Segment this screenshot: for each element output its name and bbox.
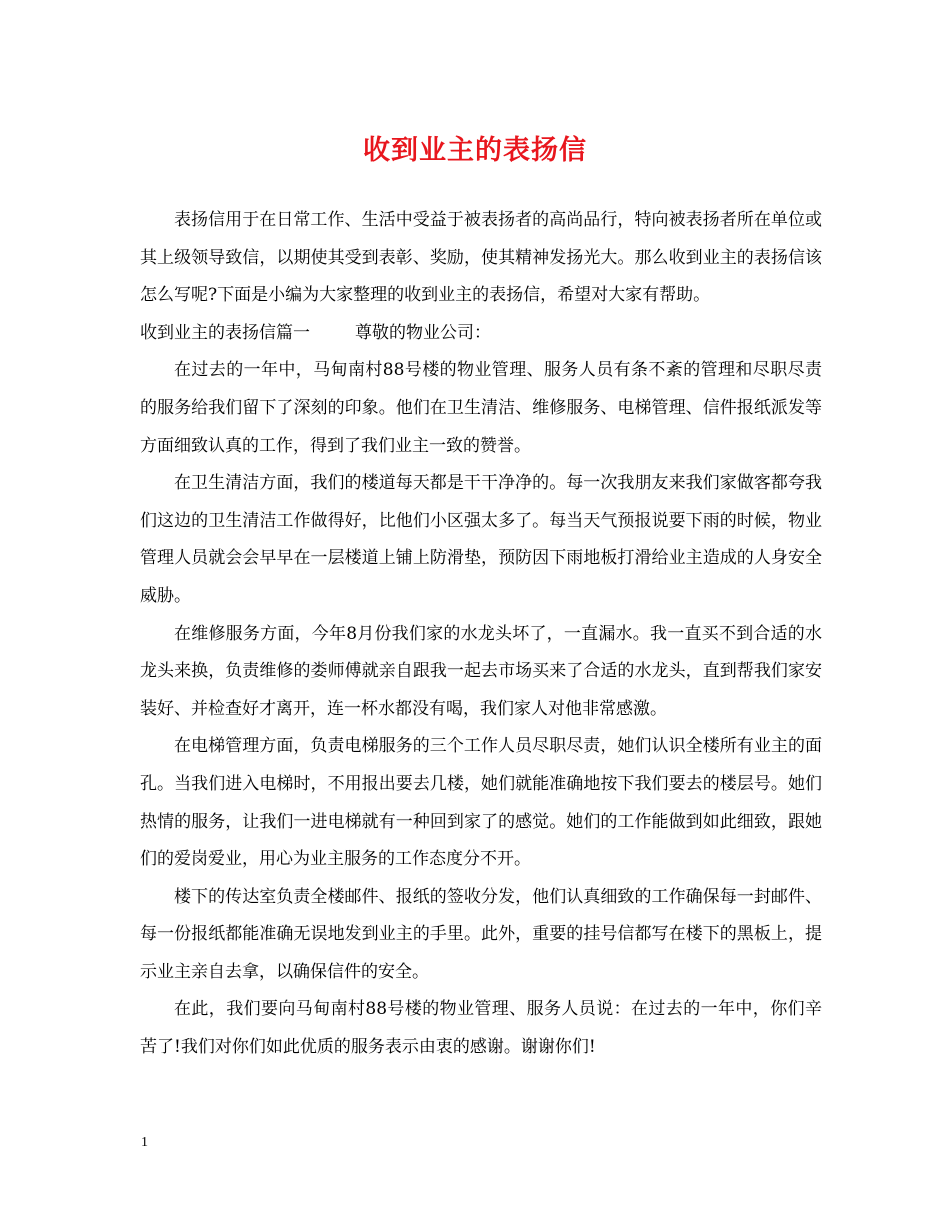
body-paragraph: 在维修服务方面，今年8月份我们家的水龙头坏了，一直漏水。我一直买不到合适的水龙头来换，负责维修的娄师傅就亲自跟我一起去市场买来了合适的水龙头，直到帮我们家安装好、并检查好才离开，连一杯水都没有喝，我们家人对他非常感激。 [140,623,822,719]
document-body [140,202,822,1067]
body-paragraph: 在电梯管理方面，负责电梯服务的三个工作人员尽职尽责，她们认识全楼所有业主的面孔。当我们进入电梯时，不用报出要去几楼，她们就能准确地按下我们要去的楼层号。她们热情的服务，让我们一进电梯就有一种回到家了的感觉。她们的工作能做到如此细致，跟她们的爱岗爱业，用心为业主服务的工作态度分不开。 [140,736,822,870]
document-title: 收到业主的表扬信 [363,135,587,166]
page-number: 1 [141,1135,148,1150]
section-heading-line [140,315,822,353]
body-paragraph: 在此，我们要向马甸南村88号楼的物业管理、服务人员说：在过去的一年中，你们辛苦了!我们对你们如此优质的服务表示由衷的感谢。谢谢你们! [140,999,822,1058]
section-heading: 收到业主的表扬信篇一 [140,322,310,343]
body-paragraph: 楼下的传达室负责全楼邮件、报纸的签收分发，他们认真细致的工作确保每一封邮件、每一份报纸都能准确无误地发到业主的手里。此外，重要的挂号信都写在楼下的黑板上，提示业主亲自去拿，以确保信件的安全。 [140,886,822,982]
salutation: 尊敬的物业公司： [355,322,491,343]
body-paragraph: 在过去的一年中，马甸南村88号楼的物业管理、服务人员有条不紊的管理和尽职尽责的服务给我们留下了深刻的印象。他们在卫生清洁、维修服务、电梯管理、信件报纸派发等方面细致认真的工作，得到了我们业主一致的赞誉。 [140,360,822,456]
body-paragraph: 在卫生清洁方面，我们的楼道每天都是干干净净的。每一次我朋友来我们家做客都夸我们这边的卫生清洁工作做得好，比他们小区强太多了。每当天气预报说要下雨的时候，物业管理人员就会会早早在一层楼道上铺上防滑垫，预防因下雨地板打滑给业主造成的人身安全威胁。 [140,473,822,606]
intro-paragraph: 表扬信用于在日常工作、生活中受益于被表扬者的高尚品行，特向被表扬者所在单位或其上级领导致信，以期使其受到表彰、奖励，使其精神发扬光大。那么收到业主的表扬信该怎么写呢?下面是小编为大家整理的收到业主的表扬信，希望对大家有帮助。 [140,210,822,306]
